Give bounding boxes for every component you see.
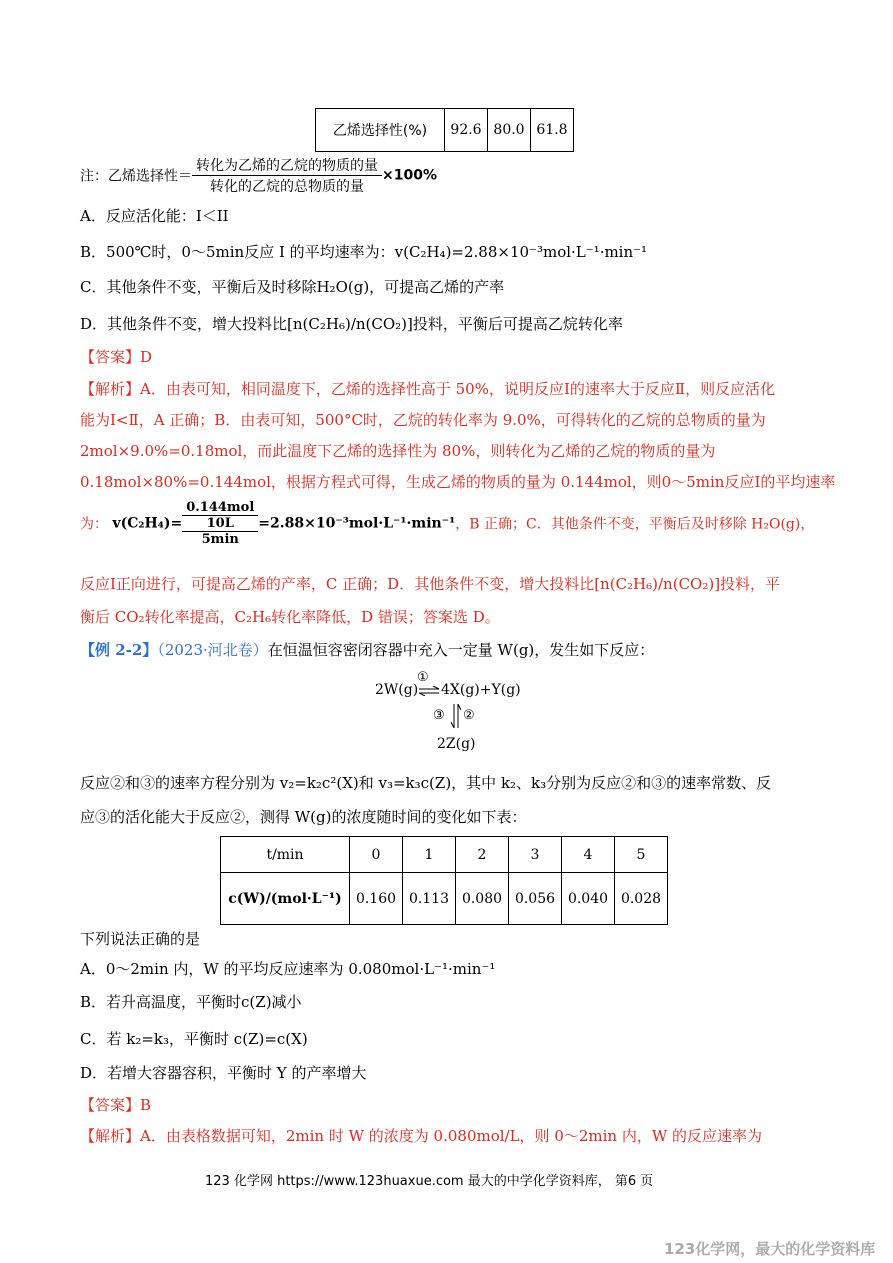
- option-d: D．其他条件不变，增大投料比[n(C₂H₆)/n(CO₂)]投料，平衡后可提高乙烷转化率: [80, 315, 623, 333]
- product-z: 2Z(g): [437, 736, 476, 752]
- example-text: 在恒温恒容密闭容器中充入一定量 W(g)，发生如下反应：: [267, 641, 655, 659]
- analysis-line: 2mol×9.0%=0.18mol，而此温度下乙烯的选择性为 80%，则转化为乙烯的乙烷的物质的量为: [80, 442, 716, 460]
- analysis-line: 【解析】A．由表格数据可知，2min 时 W 的浓度为 0.080mol/L，则 0～2min 内，W 的反应速率为: [80, 1127, 763, 1145]
- reactant: 2W(g): [375, 682, 419, 698]
- time-cell: 5: [615, 837, 668, 873]
- concentration-cell: 0.056: [509, 873, 562, 925]
- formula-volume: 10L: [182, 516, 258, 532]
- example-source: （2023·河北卷）: [157, 641, 268, 659]
- watermark: 123化学网，最大的化学资料库: [664, 1240, 876, 1258]
- formula-suffix: ，B 正确；C．其他条件不变，平衡后及时移除 H₂O(g)，: [455, 516, 815, 533]
- selectivity-value: 92.6: [445, 109, 488, 152]
- concentration-cell: 0.040: [562, 873, 615, 925]
- time-cell: 4: [562, 837, 615, 873]
- note-prefix: 注：乙烯选择性＝: [80, 168, 192, 185]
- example-heading: [80, 639, 654, 660]
- time-cell: 0: [350, 837, 403, 873]
- example-tag: 【例 2-2】: [80, 641, 158, 659]
- note-suffix: ×100%: [382, 167, 437, 184]
- time-header: t/min: [221, 837, 350, 873]
- formula-numerator: 0.144mol: [182, 500, 258, 516]
- selectivity-table: [315, 108, 574, 152]
- page-footer: 123 化学网 https://www.123huaxue.com 最大的中学化学资料库， 第6 页: [205, 1174, 654, 1189]
- option-a: A．反应活化能：I＜II: [80, 207, 229, 225]
- option-d: D．若增大容器容积，平衡时 Y 的产率增大: [80, 1064, 367, 1082]
- label-3: ③: [433, 708, 445, 723]
- formula-prefix: 为：: [80, 516, 108, 533]
- answer: 【答案】D: [80, 348, 153, 366]
- label-1: ①: [417, 670, 429, 685]
- question-line: 反应②和③的速率方程分别为 v₂=k₂c²(X)和 v₃=k₃c(Z)，其中 k₂、k₃分别为反应②和③的速率常数、反: [80, 774, 772, 792]
- concentration-header: c(W)/(mol·L⁻¹): [221, 873, 350, 925]
- formula-lhs: v(C₂H₄)=: [112, 515, 183, 532]
- analysis-rate-formula: [80, 500, 814, 547]
- question-line: 应③的活化能大于反应②，测得 W(g)的浓度随时间的变化如下表：: [80, 808, 527, 826]
- selectivity-label: 乙烯选择性(%): [316, 109, 445, 152]
- analysis-line: 能为Ⅰ<Ⅱ，A 正确；B．由表可知，500°C时，乙烷的转化率为 9.0%，可得转化的乙烷的总物质的量为: [80, 411, 766, 429]
- reaction-scheme: [375, 670, 535, 756]
- formula-fraction: [182, 500, 258, 547]
- selectivity-value: 61.8: [531, 109, 574, 152]
- note-denominator: 转化的乙烷的总物质的量: [210, 179, 364, 195]
- time-cell: 3: [509, 837, 562, 873]
- products: 4X(g)+Y(g): [441, 682, 521, 698]
- note-fraction: [192, 155, 382, 196]
- option-b: B．若升高温度，平衡时c(Z)减小: [80, 993, 302, 1011]
- answer: 【答案】B: [80, 1096, 152, 1114]
- option-a: A．0～2min 内，W 的平均反应速率为 0.080mol·L⁻¹·min⁻¹: [80, 960, 496, 978]
- option-c: C．若 k₂=k₃，平衡时 c(Z)=c(X): [80, 1030, 308, 1048]
- question-prompt: 下列说法正确的是: [80, 930, 201, 948]
- concentration-cell: 0.160: [350, 873, 403, 925]
- label-2: ②: [463, 708, 475, 723]
- concentration-cell: 0.028: [615, 873, 668, 925]
- time-cell: 1: [403, 837, 456, 873]
- concentration-cell: 0.113: [403, 873, 456, 925]
- selectivity-value: 80.0: [488, 109, 531, 152]
- concentration-cell: 0.080: [456, 873, 509, 925]
- equilibrium-arrow-vertical: [451, 704, 461, 730]
- formula-rhs: =2.88×10⁻³mol·L⁻¹·min⁻¹: [258, 515, 456, 532]
- analysis-line: 【解析】A．由表可知，相同温度下，乙烯的选择性高于 50%，说明反应Ⅰ的速率大于反应Ⅱ，则反应活化: [80, 380, 776, 398]
- option-c: C．其他条件不变，平衡后及时移除H₂O(g)，可提高乙烯的产率: [80, 278, 505, 296]
- option-b: B．500℃时，0～5min反应 I 的平均速率为：v(C₂H₄)=2.88×10⁻³mol·L⁻¹·min⁻¹: [80, 243, 648, 261]
- equilibrium-arrow-horizontal: [419, 686, 441, 696]
- selectivity-note: [80, 155, 437, 196]
- concentration-table: [220, 836, 668, 925]
- time-cell: 2: [456, 837, 509, 873]
- note-numerator: 转化为乙烯的乙烷的物质的量: [192, 155, 382, 176]
- analysis-line: 反应Ⅰ正向进行，可提高乙烯的产率，C 正确；D．其他条件不变，增大投料比[n(C₂H₆)/n(CO₂)]投料，平: [80, 575, 781, 593]
- analysis-line: 衡后 CO₂转化率提高，C₂H₆转化率降低，D 错误；答案选 D。: [80, 608, 500, 626]
- formula-denominator: 5min: [201, 532, 239, 547]
- analysis-line: 0.18mol×80%=0.144mol，根据方程式可得，生成乙烯的物质的量为 0.144mol，则0～5min反应Ⅰ的平均速率: [80, 473, 836, 491]
